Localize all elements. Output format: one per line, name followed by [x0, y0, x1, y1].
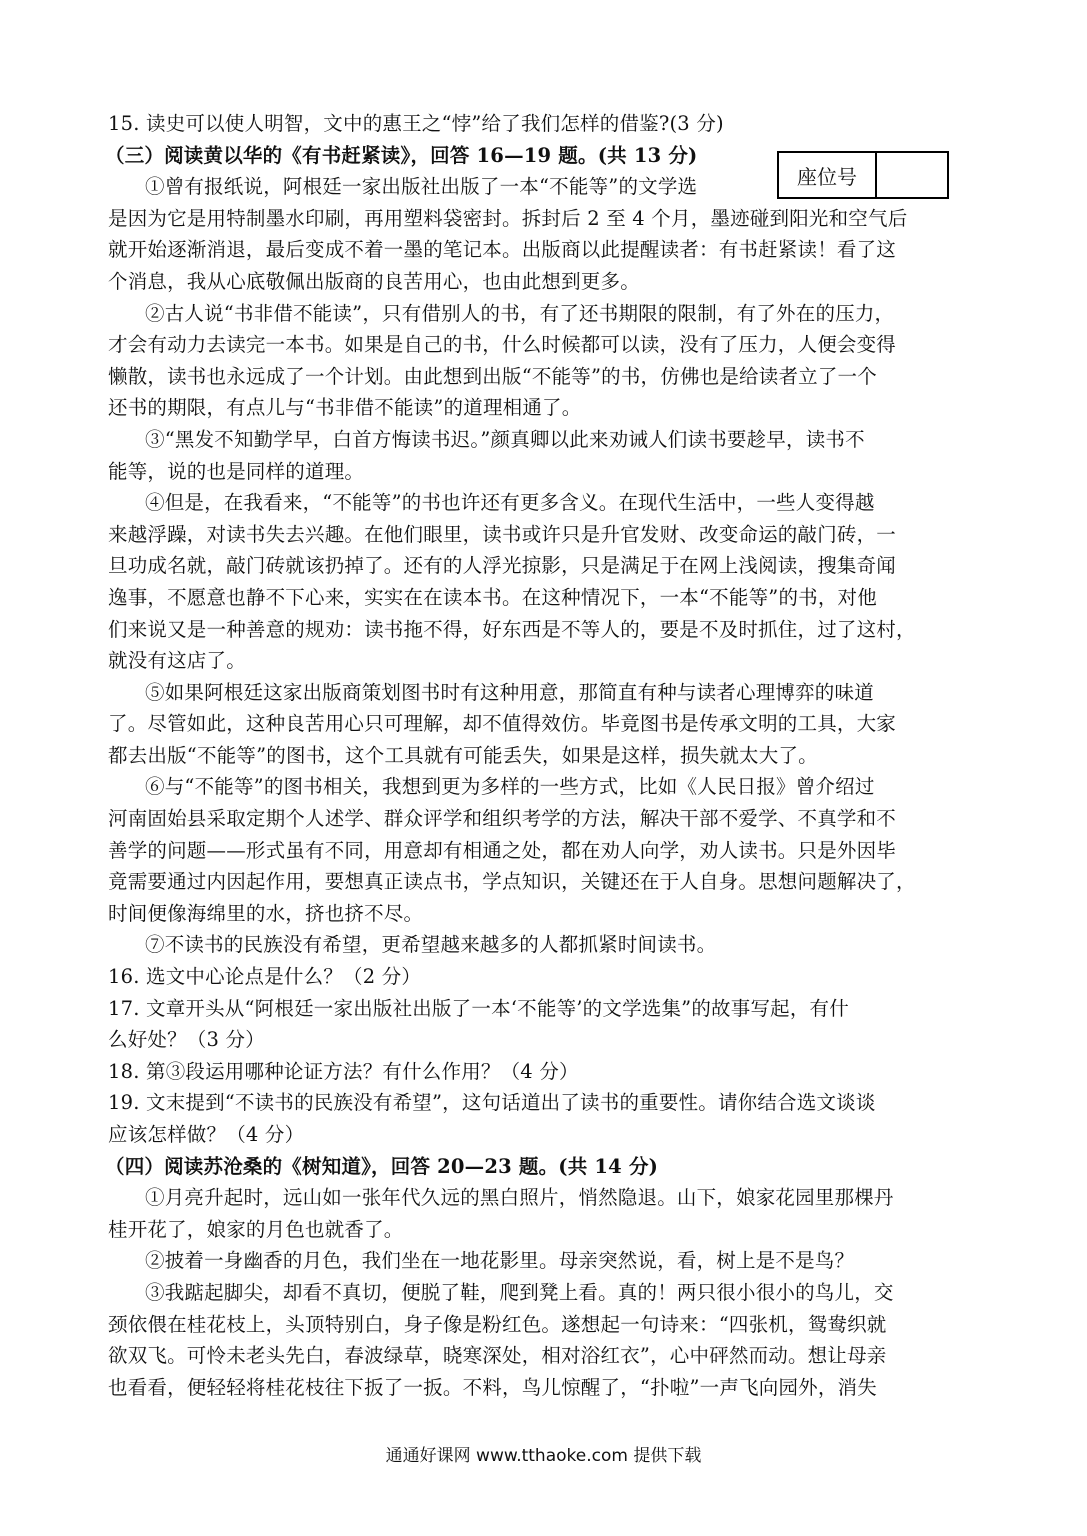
seat-number-box [777, 151, 949, 199]
text-line: ①曾有报纸说，阿根廷一家出版社出版了一本“不能等”的文学选 [145, 175, 698, 199]
text-line: 颈依偎在桂花枝上，头顶特别白，身子像是粉红色。遂想起一句诗来：“四张机，鸳鸯织就 [108, 1312, 887, 1336]
text-line: 们来说又是一种善意的规劝：读书拖不得，好东西是不等人的，要是不及时抓住，过了这村， [108, 617, 916, 641]
text-line: ②披着一身幽香的月色，我们坐在一地花影里。母亲突然说，看，树上是不是鸟？ [145, 1249, 855, 1273]
text-line: 才会有动力去读完一本书。如果是自己的书，什么时候都可以读，没有了压力，人便会变得 [108, 333, 897, 357]
question-line: 17. 文章开头从“阿根廷一家出版社出版了一本‘不能等’的文学选集”的故事写起，有什 [108, 996, 849, 1020]
text-line: 能等，说的也是同样的道理。 [108, 459, 365, 483]
text-line: 都去出版“不能等”的图书，这个工具就有可能丢失，如果是这样，损失就太大了。 [108, 743, 818, 767]
question-line: 15. 读史可以使人明智，文中的惠王之“悖”给了我们怎样的借鉴?(3 分) [108, 112, 724, 135]
question-line: 19. 文末提到“不读书的民族没有希望”，这句话道出了读书的重要性。请你结合选文谈谈 [108, 1091, 876, 1115]
text-line: 河南固始县采取定期个人述学、群众评学和组织考学的方法，解决干部不爱学、不真学和不 [108, 807, 897, 831]
text-line: ⑥与“不能等”的图书相关，我想到更为多样的一些方式，比如《人民日报》曾介绍过 [145, 775, 875, 799]
text-line: 应该怎样做？（4 分） [108, 1123, 305, 1146]
document-body [105, 108, 984, 1403]
text-line: ④但是，在我看来，“不能等”的书也许还有更多含义。在现代生活中，一些人变得越 [145, 491, 875, 515]
text-line: ③我踮起脚尖，却看不真切，便脱了鞋，爬到凳上看。真的！两只很小很小的鸟儿，交 [145, 1280, 894, 1304]
text-line: 还书的期限，有点儿与“书非借不能读”的道理相通了。 [108, 396, 582, 420]
text-line: 也看看，便轻轻将桂花枝往下扳了一扳。不料，鸟儿惊醒了，“扑啦”一声飞向园外，消失 [108, 1375, 877, 1399]
text-line: 善学的问题——形式虽有不同，用意却有相通之处，都在劝人向学，劝人读书。只是外因毕 [108, 838, 897, 862]
text-line: 桂开花了，娘家的月色也就香了。 [108, 1217, 404, 1241]
text-line: ①月亮升起时，远山如一张年代久远的黑白照片，悄然隐退。山下，娘家花园里那棵丹 [145, 1186, 894, 1210]
text-line: 时间便像海绵里的水，挤也挤不尽。 [108, 901, 424, 925]
text-line: 懒散，读书也永远成了一个计划。由此想到出版“不能等”的书，仿佛也是给读者立了一个 [108, 364, 877, 388]
text-line: 欲双飞。可怜未老头先白，春波绿草，晓寒深处，相对浴红衣”，心中砰然而动。想让母亲 [108, 1344, 887, 1368]
text-line: 就开始逐渐消退，最后变成不着一墨的笔记本。出版商以此提醒读者：有书赶紧读！看了这 [108, 238, 897, 262]
text-line: 个消息，我从心底敬佩出版商的良苦用心，也由此想到更多。 [108, 269, 640, 293]
text-line: ②古人说“书非借不能读”，只有借别人的书，有了还书期限的限制，有了外在的压力， [145, 301, 895, 325]
text-line: 是因为它是用特制墨水印刷，再用塑料袋密封。拆封后 2 至 4 个月，墨迹碰到阳光和空气后 [108, 206, 908, 230]
page-footer: 通通好课网 www.tthaoke.com 提供下载 [385, 1446, 702, 1466]
text-line: 了。尽管如此，这种良苦用心只可理解，却不值得效仿。毕竟图书是传承文明的工具，大家 [108, 712, 897, 736]
text-line: ⑤如果阿根廷这家出版商策划图书时有这种用意，那简直有种与读者心理博弈的味道 [145, 680, 874, 704]
text-line: 么好处？（3 分） [108, 1028, 265, 1052]
text-line: 逸事，不愿意也静不下心来，实实在在读本书。在这种情况下，一本“不能等”的书，对他 [108, 585, 877, 609]
text-line: ③“黑发不知勤学早，白首方悔读书迟。”颜真卿以此来劝诫人们读书要趁早，读书不 [145, 427, 865, 451]
question-line: 16. 选文中心论点是什么？（2 分） [108, 965, 422, 989]
text-line: 旦功成名就，敲门砖就该扔掉了。还有的人浮光掠影，只是满足于在网上浅阅读，搜集奇闻 [108, 554, 897, 578]
seat-number-blank [877, 153, 947, 197]
section-heading: （三）阅读黄以华的《有书赶紧读》，回答 16—19 题。(共 13 分) [105, 143, 698, 167]
text-line: 竟需要通过内因起作用，要想真正读点书，学点知识，关键还在于人自身。思想问题解决了， [108, 870, 916, 894]
text-line: 就没有这店了。 [108, 649, 246, 673]
section-heading: （四）阅读苏沧桑的《树知道》，回答 20—23 题。(共 14 分) [105, 1154, 659, 1178]
question-line: 18. 第③段运用哪种论证方法？有什么作用？（4 分） [108, 1059, 579, 1083]
text-line: ⑦不读书的民族没有希望，更希望越来越多的人都抓紧时间读书。 [145, 933, 717, 957]
seat-number-label: 座位号 [779, 153, 877, 197]
text-line: 来越浮躁，对读书失去兴趣。在他们眼里，读书或许只是升官发财、改变命运的敲门砖，一 [108, 522, 897, 546]
